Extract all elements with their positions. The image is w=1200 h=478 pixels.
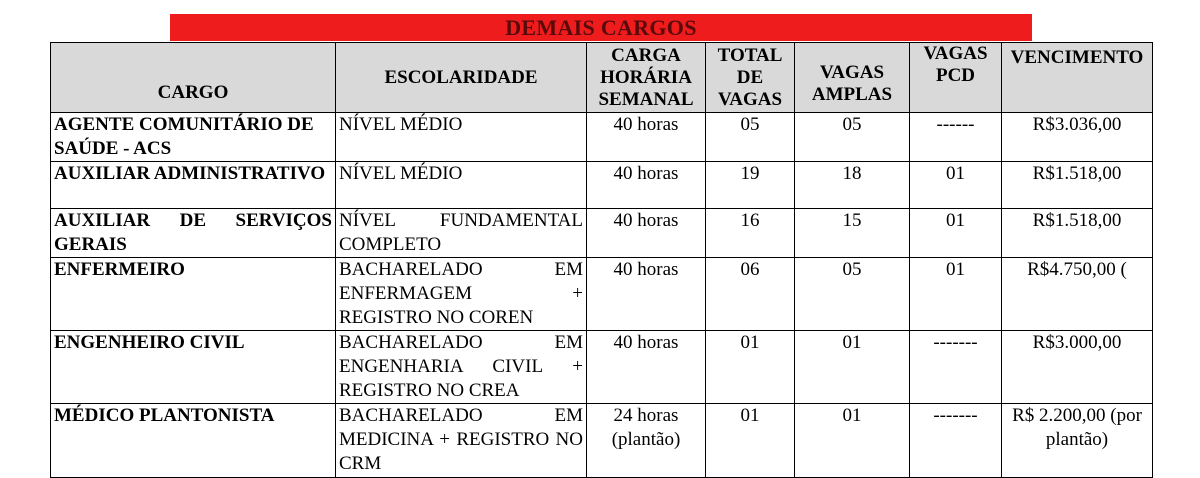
header-vencimento: VENCIMENTO: [1002, 43, 1153, 113]
table-row: [51, 162, 1153, 209]
vencimento-cell: R$4.750,00 (: [1002, 258, 1153, 331]
vagas-amplas-cell: 01: [795, 331, 910, 404]
carga-cell: 24 horas (plantão): [587, 404, 706, 478]
cargo-cell: AUXILIAR DE SERVIÇOS GERAIS: [51, 209, 336, 258]
carga-cell: 40 horas: [587, 258, 706, 331]
carga-cell: 40 horas: [587, 209, 706, 258]
header-escolaridade: ESCOLARIDADE: [336, 43, 587, 113]
carga-cell: 40 horas: [587, 162, 706, 209]
escolaridade-cell: NÍVEL FUNDAMENTAL COMPLETO: [336, 209, 587, 258]
escolaridade-cell: BACHARELADO EM ENGENHARIA CIVIL + REGISTRO NO CREA: [336, 331, 587, 404]
cargo-cell: ENGENHEIRO CIVIL: [51, 331, 336, 404]
table-row: [51, 404, 1153, 478]
vagas-pcd-cell: -------: [910, 331, 1002, 404]
vencimento-cell: R$3.036,00: [1002, 113, 1153, 162]
carga-cell: 40 horas: [587, 331, 706, 404]
cargo-cell: ENFERMEIRO: [51, 258, 336, 331]
total-vagas-cell: 19: [706, 162, 795, 209]
total-vagas-cell: 16: [706, 209, 795, 258]
vagas-amplas-cell: 18: [795, 162, 910, 209]
escolaridade-cell: BACHARELADO EM MEDICINA + REGISTRO NO CRM: [336, 404, 587, 478]
table-row: [51, 209, 1153, 258]
vagas-pcd-cell: -------: [910, 404, 1002, 478]
vencimento-cell: R$1.518,00: [1002, 209, 1153, 258]
section-title: DEMAIS CARGOS: [505, 14, 697, 40]
total-vagas-cell: 06: [706, 258, 795, 331]
total-vagas-cell: 05: [706, 113, 795, 162]
vagas-amplas-cell: 15: [795, 209, 910, 258]
table-row: [51, 258, 1153, 331]
vagas-amplas-cell: 05: [795, 258, 910, 331]
escolaridade-cell: NÍVEL MÉDIO: [336, 162, 587, 209]
header-vagas-amplas: VAGAS AMPLAS: [795, 43, 910, 113]
vagas-pcd-cell: 01: [910, 258, 1002, 331]
vagas-pcd-cell: ------: [910, 113, 1002, 162]
header-carga-horaria: CARGA HORÁRIA SEMANAL: [587, 43, 706, 113]
vagas-amplas-cell: 05: [795, 113, 910, 162]
carga-cell: 40 horas: [587, 113, 706, 162]
vencimento-cell: R$1.518,00: [1002, 162, 1153, 209]
escolaridade-cell: BACHARELADO EM ENFERMAGEM + REGISTRO NO COREN: [336, 258, 587, 331]
escolaridade-cell: NÍVEL MÉDIO: [336, 113, 587, 162]
total-vagas-cell: 01: [706, 331, 795, 404]
vencimento-cell: R$ 2.200,00 (por plantão): [1002, 404, 1153, 478]
section-title-banner: [170, 14, 1032, 41]
table-header-row: [51, 43, 1153, 113]
header-total-vagas: TOTAL DE VAGAS: [706, 43, 795, 113]
positions-table: [50, 42, 1153, 478]
vagas-amplas-cell: 01: [795, 404, 910, 478]
vencimento-cell: R$3.000,00: [1002, 331, 1153, 404]
header-vagas-pcd: VAGAS PCD: [910, 43, 1002, 113]
cargo-cell: AUXILIAR ADMINISTRATIVO: [51, 162, 336, 209]
table-row: [51, 113, 1153, 162]
table-row: [51, 331, 1153, 404]
cargo-cell: AGENTE COMUNITÁRIO DE SAÚDE - ACS: [51, 113, 336, 162]
vagas-pcd-cell: 01: [910, 162, 1002, 209]
cargo-cell: MÉDICO PLANTONISTA: [51, 404, 336, 478]
vagas-pcd-cell: 01: [910, 209, 1002, 258]
total-vagas-cell: 01: [706, 404, 795, 478]
header-cargo: CARGO: [51, 43, 336, 113]
